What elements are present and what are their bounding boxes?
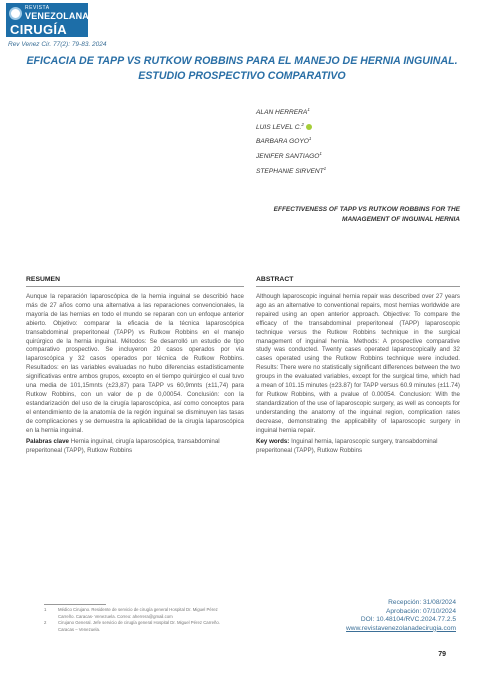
journal-logo <box>6 3 88 37</box>
author-name: STEPHANIE SIRVENT <box>256 167 324 175</box>
author-name: BARBARA GOYO <box>256 138 309 146</box>
author <box>256 148 326 163</box>
keywords-list: Hernia inguinal, cirugía laparoscópica, transabdominal preperitoneal (TAPP), Rutkow Robbins <box>26 438 220 454</box>
abstract-keywords <box>256 438 460 456</box>
author-list <box>256 104 326 177</box>
doi-link[interactable]: DOI: 10.48104/RVC.2024.77.2.5 <box>360 616 456 624</box>
keywords-label: Key words: <box>256 438 290 445</box>
orcid-icon[interactable] <box>306 124 312 130</box>
author-affiliation: 1 <box>323 165 327 171</box>
author-name: JENIFER SANTIAGO <box>256 153 320 161</box>
journal-url-link[interactable]: www.revistavenezolanadecirugia.com <box>346 624 456 632</box>
resumen-heading: RESUMEN <box>26 276 60 283</box>
footnote-divider <box>44 604 106 605</box>
author <box>256 163 326 178</box>
publication-info <box>346 599 456 633</box>
footnote-text: Médico Cirujano. Residente de servicio de cirugía general Hospital Dr. Miguel Pérez Carreño. Caracas- Venezuela. Correo: aherrera@gmail.com <box>58 607 218 619</box>
seal-icon <box>9 7 22 20</box>
footnote <box>44 620 224 633</box>
abstract-divider <box>256 286 460 287</box>
author-affiliation: 2 <box>301 121 304 127</box>
footnote-number: 1 <box>44 607 47 612</box>
author <box>256 119 326 134</box>
author-affiliation: 1 <box>307 107 310 112</box>
author-name: ALAN HERRERA <box>256 109 308 117</box>
abstract-heading: ABSTRACT <box>256 276 294 283</box>
journal-reference: Rev Venez Cir. 77(2): 79-83. 2024 <box>8 41 107 48</box>
author-affiliation: 1 <box>308 136 312 142</box>
resumen-divider <box>26 286 244 287</box>
abstract-text: Although laparoscopic inguinal hernia repair was described over 27 years ago as an alternative to conventional repairs, most hernias worldwide are repaired using an open anterior approach. Objective: To compare the efficacy of the transabdominal preperitoneal (TAPP) laparoscopic technique versus the Rutkow Robbins technique in the surgical management of inguinal hernia. Methods: A prospective comparative study was conducted. Twenty cases operated laparoscopically and 32 cases operated using the Rutkow Robbins technique were included. Results: There were no statistically significant differences between the two groups in the evaluated variables, except for the surgical time, which had a mean of 101.15 minutes (±23.87) for TAPP versus 60.9 minutes (±11.74) for Rutkow Robbins, with a pvalue of 0.00054. Conclusion: With the standardization of the use of laparoscopic surgery, as well as concepts for understanding the anatomy of the inguinal region, complication rates decrease, demonstrating the applicability of laparoscopic surgery in inguinal hernia repair. <box>256 293 460 434</box>
footnotes <box>44 607 224 633</box>
author-affiliation: 1 <box>319 151 322 157</box>
author-name: LUIS LEVEL C. <box>256 123 302 131</box>
received-date: Recepción: 31/08/2024 <box>388 599 456 606</box>
logo-line-2: VENEZOLANA <box>25 11 90 21</box>
keywords-list: Inguinal hernia, laparoscopic surgery, transabdominal preperitoneal (TAPP), Rutkow Robbins <box>256 438 438 454</box>
author <box>256 104 326 119</box>
keywords-label: Palabras clave <box>26 438 70 445</box>
logo-line-3: CIRUGÍA <box>10 22 67 37</box>
page-number: 79 <box>438 651 446 658</box>
resumen-text: Aunque la reparación laparoscópica de la hernia inguinal se describió hace más de 27 años como una alternativa a las reparaciones convencionales, la mayoría de las hernias en todo el mundo se reparan con un enfoque anterior abierto. Objetivo: comparar la eficacia de la técnica laparoscópica transabdominal preperitoneal (TAPP) vs Rutkow Robbins en el manejo quirúrgico de la hernia inguinal. Métodos: Se desarrolló un estudio de tipo comparativo prospectivo. Se incluyeron 20 casos operados por vía laparoscópica y 32 casos operados por técnica de Rutkow Robbins. Resultados: en las variables evaluadas no hubo diferencias estadísticamente significativas entre ambos grupos, excepto en el tiempo quirúrgico el cual tuvo una media de 101,15mnts (±23,87) para TAPP vs 60,9mnts (±11,74) para Rutkow Robbins, con un valor de p de 0,00054. Conclusión: con la estandarización del uso de la cirugía laparoscópica, así como conceptos para el entendimiento de la anatomía de la región inguinal se disminuyen las tasas de complicaciones y se demuestra la aplicabilidad de la cirugía laparoscópica en la hernia inguinal. <box>26 293 244 434</box>
footnote-number: 2 <box>44 620 47 625</box>
approved-date: Aprobación: 07/10/2024 <box>385 607 456 615</box>
english-title: EFFECTIVENESS OF TAPP VS RUTKOW ROBBINS FOR THE MANAGEMENT OF INGUINAL HERNIA <box>273 206 460 223</box>
footnote-text: Cirujano General. Jefe servicio de cirugía general Hospital Dr. Miguel Pérez Carreño. Caracas – Venezuela. <box>58 620 220 632</box>
resumen-keywords <box>26 438 244 456</box>
logo-line-1: REVISTA <box>25 5 50 11</box>
footnote <box>44 607 224 620</box>
article-title: EFICACIA DE TAPP VS RUTKOW ROBBINS PARA EL MANEJO DE HERNIA INGUINAL. ESTUDIO PROSPECTIVO COMPARATIVO <box>26 55 458 82</box>
author <box>256 133 326 148</box>
